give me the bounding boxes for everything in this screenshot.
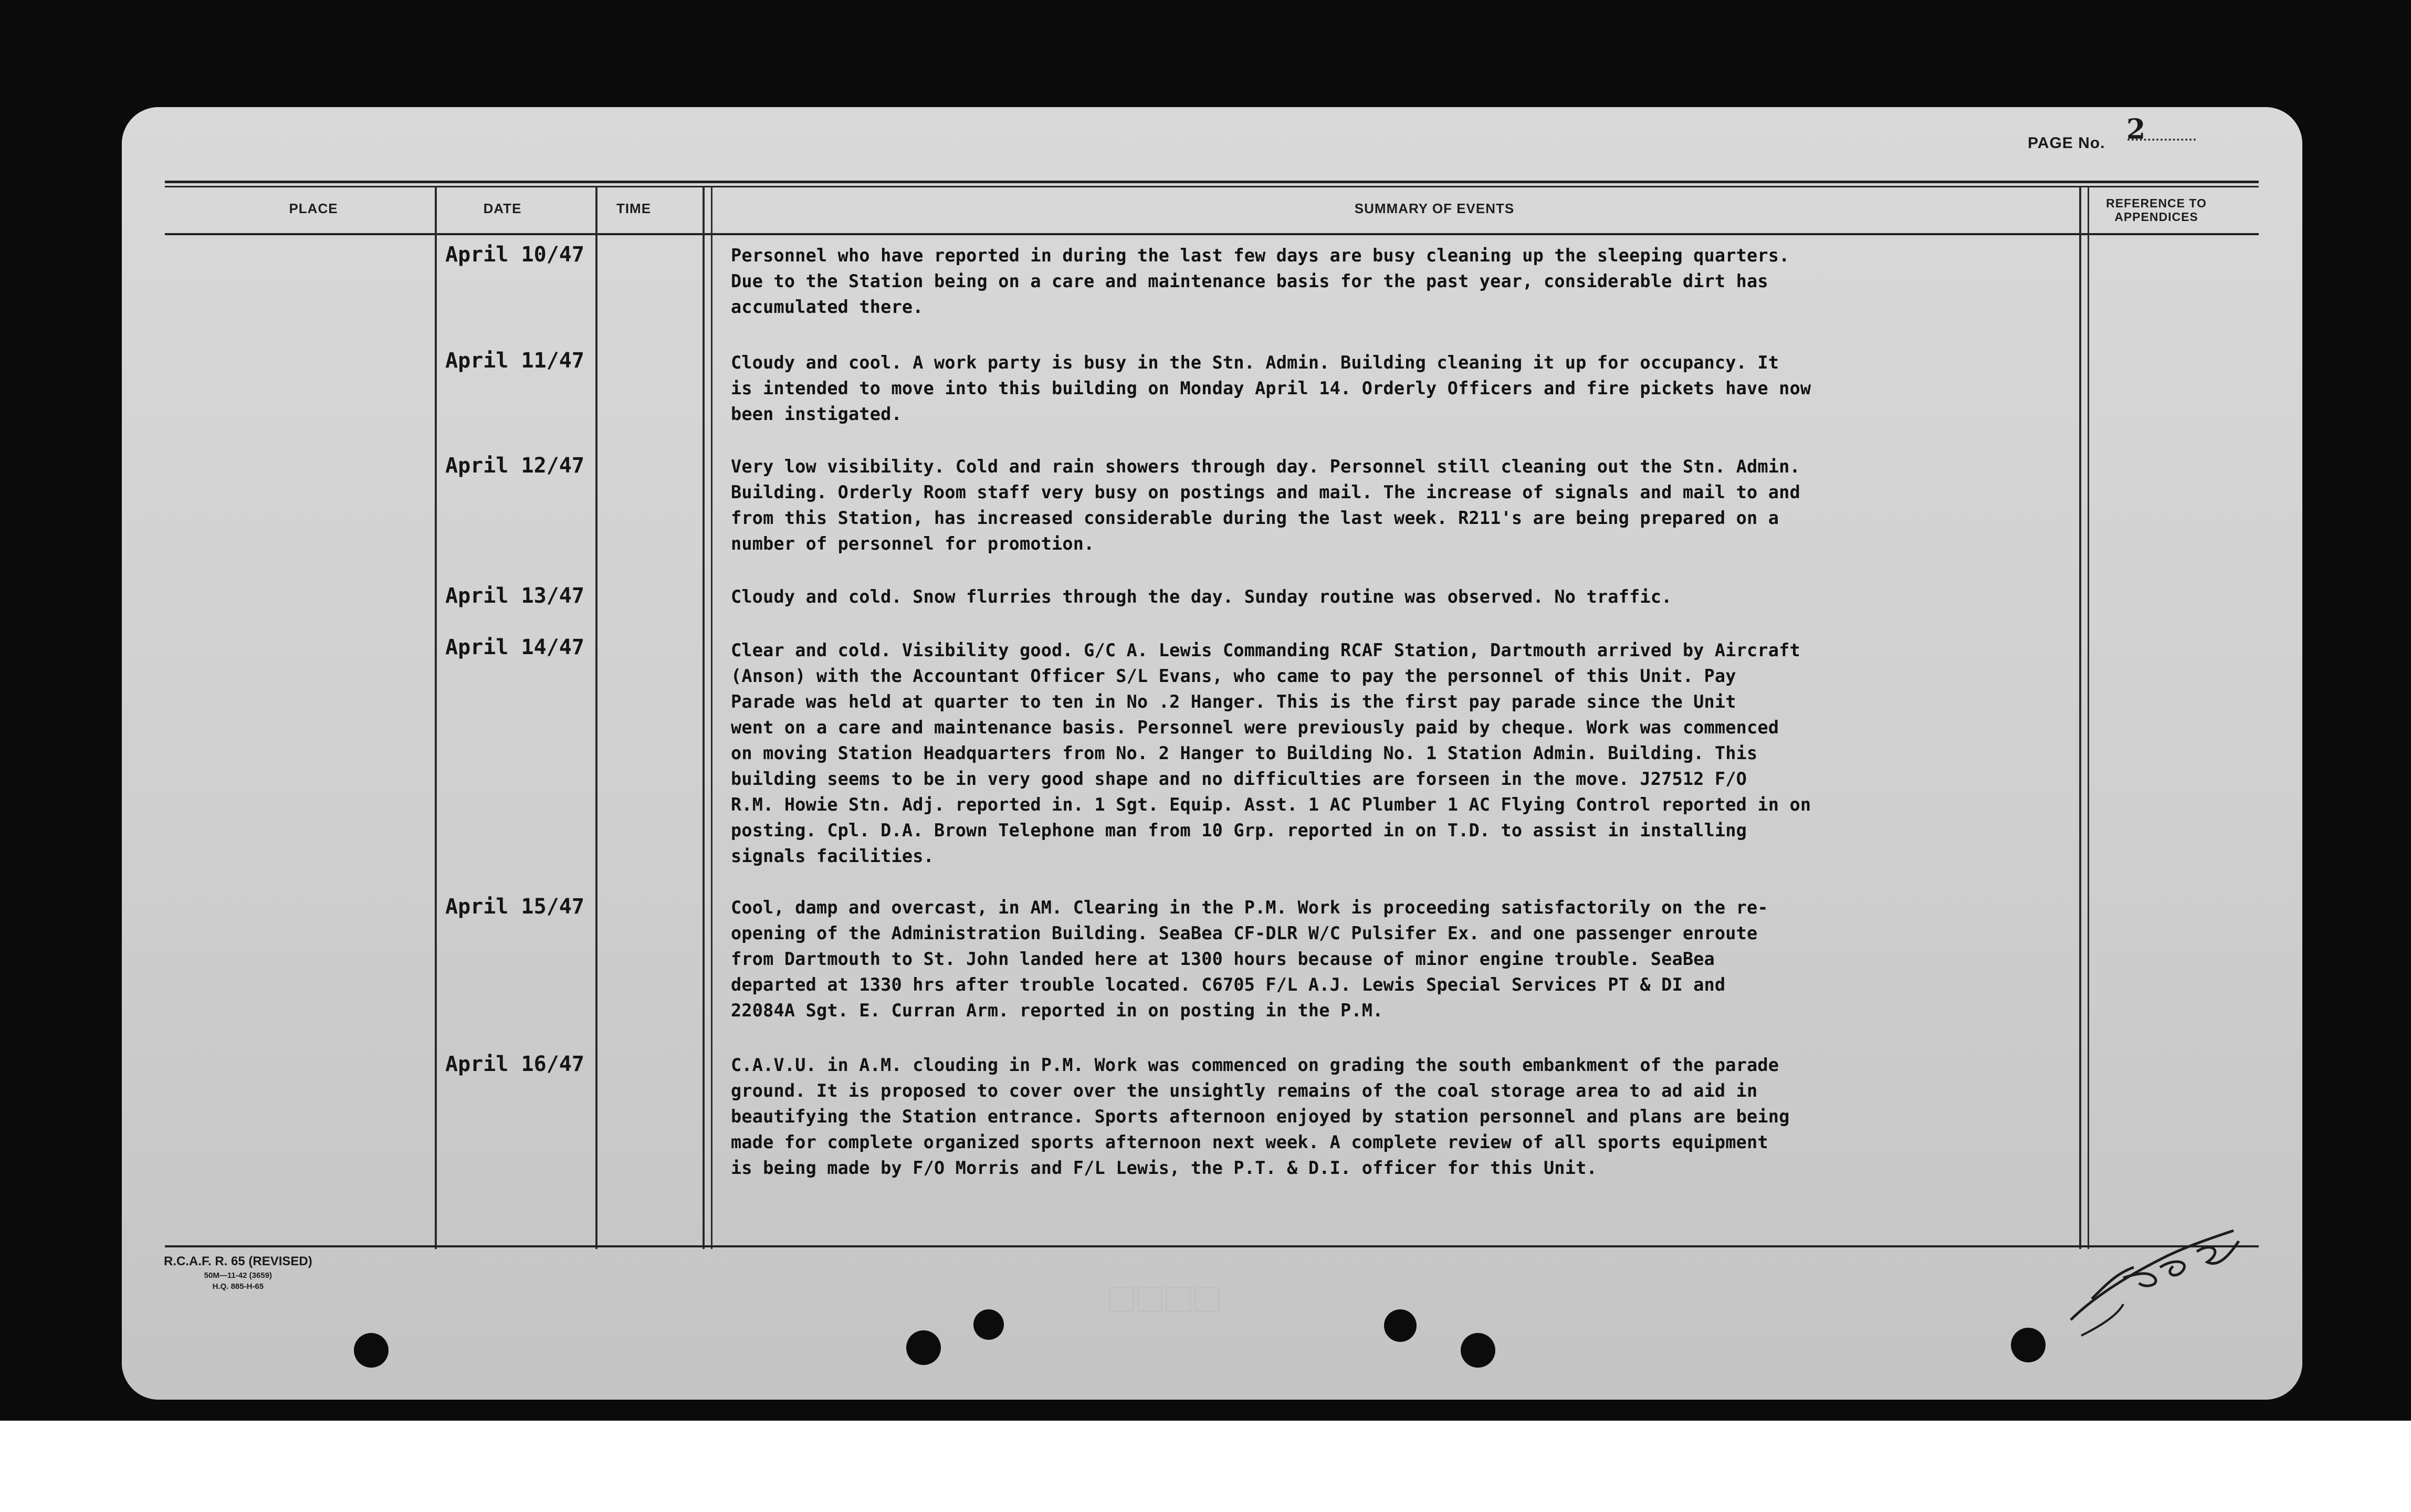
- handwritten-initials: [2060, 1220, 2249, 1348]
- entry-date: April 12/47: [445, 454, 584, 478]
- entry-date: April 16/47: [445, 1052, 584, 1076]
- column-rule-time-summary: [703, 186, 705, 1249]
- entry-summary: Cloudy and cool. A work party is busy in the Stn. Admin. Building cleaning it up for occupancy. It is intended to move into this building on Monday April 14. Orderly Officers and fire pickets have now been instigated.: [731, 352, 1811, 424]
- footer-rule: [165, 1245, 2259, 1247]
- column-header-place: PLACE: [289, 201, 338, 216]
- entry-date: April 13/47: [445, 584, 584, 608]
- column-header-summary: SUMMARY OF EVENTS: [1354, 201, 1515, 216]
- entry-date: April 14/47: [445, 635, 584, 659]
- column-rule-date-time: [595, 186, 597, 1249]
- print-code: 50M—11-42 (3659): [204, 1271, 272, 1280]
- entry-summary: C.A.V.U. in A.M. clouding in P.M. Work was commenced on grading the south embankment of the parade ground. It is proposed to cover over the unsightly remains of the coal storage area to ad aid in beautifying the Station entrance. Sports afternoon enjoyed by station personnel and plans are being made for complete organized sports afternoon next week. A complete review of all sports equipment is being made by F/O Morris and F/L Lewis, the P.T. & D.I. officer for this Unit.: [731, 1055, 1790, 1178]
- column-rule-summary-inner: [711, 186, 712, 1249]
- punch-hole: [2011, 1328, 2046, 1362]
- entry-summary: Cool, damp and overcast, in AM. Clearing in the P.M. Work is proceeding satisfactorily on the re- opening of the Administration Building. SeaBea CF-DLR W/C Pulsifer Ex. and one passenger enroute from Dartmouth to St. John landed here at 1300 hours because of minor engine trouble. SeaBea departed at 1330 hrs after trouble located. C6705 F/L A.J. Lewis Special Services PT & DI and 22084A Sgt. E. Curran Arm. reported in on posting in the P.M.: [731, 897, 1768, 1021]
- punch-hole: [973, 1309, 1004, 1340]
- punch-hole: [906, 1330, 941, 1365]
- entry-summary: Personnel who have reported in during the last few days are busy cleaning up the sleeping quarters. Due to the Station being on a care and maintenance basis for the past year, considerable dirt has accumulated there.: [731, 245, 1790, 317]
- column-header-date: DATE: [483, 201, 522, 216]
- entry-summary: Very low visibility. Cold and rain showers through day. Personnel still cleaning out the Stn. Admin. Building. Orderly Room staff very busy on postings and mail. The increase of signals and mail to and from this Station, has increased considerable during the last week. R211's are being prepared on a number of personnel for promotion.: [731, 456, 1800, 554]
- entry-summary: Clear and cold. Visibility good. G/C A. Lewis Commanding RCAF Station, Dartmouth arrived by Aircraft (Anson) with the Accountant Officer S/L Evans, who came to pay the personnel of this Unit. Pay Parade was held at quarter to ten in No .2 Hanger. This is the first pay parade since the Unit went on a care and maintenance basis. Personnel were previously paid by cheque. Work was commenced on moving Station Headquarters from No. 2 Hanger to Building No. 1 Station Admin. Building. This building seems to be in very good shape and no difficulties are forseen in the move. J27512 F/O R.M. Howie Stn. Adj. reported in. 1 Sgt. Equip. Asst. 1 AC Plumber 1 AC Flying Control reported in on posting. Cpl. D.A. Brown Telephone man from 10 Grp. reported in on T.D. to assist in installing signals facilities.: [731, 640, 1811, 866]
- entry-summary: Cloudy and cold. Snow flurries through the day. Sunday routine was observed. No traffic.: [731, 586, 1672, 607]
- entry-date: April 15/47: [445, 895, 584, 919]
- scan-border: [0, 1421, 2411, 1512]
- column-header-reference: REFERENCE TO APPENDICES: [2106, 196, 2207, 224]
- page-number: 2: [2126, 113, 2146, 145]
- entry-date: April 10/47: [445, 243, 584, 267]
- entry-date: April 11/47: [445, 349, 584, 373]
- header-rule-bottom: [165, 186, 2259, 187]
- faded-stamp: □□□□: [1109, 1274, 1223, 1321]
- punch-hole: [1384, 1309, 1417, 1342]
- form-number: R.C.A.F. R. 65 (REVISED): [164, 1254, 312, 1268]
- column-header-time: TIME: [616, 201, 652, 216]
- column-head-rule: [165, 233, 2259, 235]
- form-reference: [164, 1254, 312, 1291]
- header-rule-top: [165, 181, 2259, 183]
- page-number-label: PAGE No.: [2028, 134, 2105, 152]
- diary-sheet: [122, 107, 2302, 1400]
- column-rule-place-date: [435, 186, 437, 1249]
- page-number-field: [2028, 113, 2146, 152]
- hq-reference: H.Q. 885-H-65: [212, 1282, 264, 1291]
- punch-hole: [1461, 1333, 1495, 1368]
- punch-hole: [354, 1333, 389, 1368]
